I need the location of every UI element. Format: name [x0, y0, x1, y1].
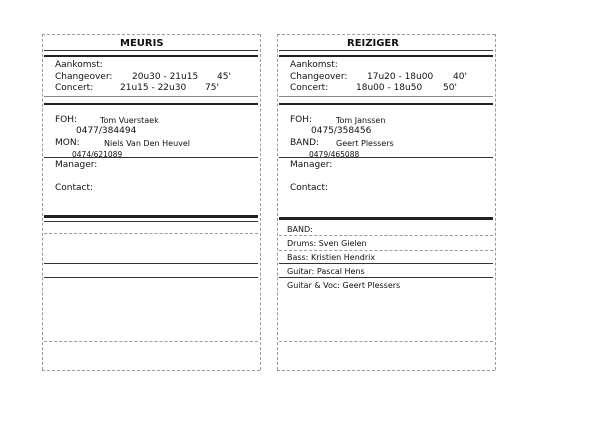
left-empty-row-4	[44, 341, 258, 342]
right-band-member: Bass: Kristien Hendrix	[287, 253, 376, 262]
right-band-title: REIZIGER	[347, 38, 399, 49]
left-double-rule-bottom	[44, 221, 258, 222]
right-band-row-rule-2	[279, 250, 493, 251]
left-concert-time: 21u15 - 22u30	[120, 83, 187, 93]
right-foh-label: FOH:	[290, 115, 313, 125]
left-changeover-duration: 45'	[217, 72, 231, 82]
left-timing-bottom-rule	[44, 96, 258, 97]
left-concert-duration: 75'	[205, 83, 219, 93]
right-band-member: Drums: Sven Gielen	[287, 239, 367, 248]
right-band-member: Guitar: Pascal Hens	[287, 267, 365, 276]
left-empty-row-2	[44, 263, 258, 264]
left-manager-label: Manager:	[55, 160, 98, 170]
right-concert-label: Concert:	[290, 83, 329, 93]
left-card-border-left	[42, 34, 43, 370]
right-foh-phone: 0475/358456	[311, 126, 372, 136]
right-changeover-label: Changeover:	[290, 72, 348, 82]
left-aankomst-label: Aankomst:	[55, 60, 103, 70]
right-band-member: Guitar & Voc: Geert Plessers	[287, 281, 401, 290]
left-card-border-top	[42, 34, 260, 35]
right-changeover-time: 17u20 - 18u00	[367, 72, 434, 82]
right-band-row-rule-1	[279, 235, 493, 236]
right-aankomst-label: Aankomst:	[290, 60, 338, 70]
left-foh-label: FOH:	[55, 115, 78, 125]
left-header-rule	[44, 55, 258, 57]
right-timing-rule	[279, 103, 493, 105]
right-band-row-rule-4	[279, 277, 493, 278]
right-card-border-left	[277, 34, 278, 370]
right-card-border-top	[277, 34, 495, 35]
left-card-border-bottom	[42, 370, 260, 371]
left-empty-row-3	[44, 277, 258, 278]
right-card-border-right	[495, 34, 496, 370]
right-band-contact-phone: 0479/465088	[309, 150, 360, 159]
left-contact-label: Contact:	[55, 183, 94, 193]
left-crew-rule	[44, 157, 258, 158]
right-manager-label: Manager:	[290, 160, 333, 170]
left-mon-phone: 0474/621089	[72, 150, 123, 159]
right-concert-time: 18u00 - 18u50	[356, 83, 423, 93]
right-foh-name: Tom Janssen	[336, 116, 386, 125]
right-contact-label: Contact:	[290, 183, 329, 193]
right-header-rule	[279, 55, 493, 57]
left-changeover-time: 20u30 - 21u15	[132, 72, 199, 82]
right-band-header: BAND:	[287, 225, 313, 234]
left-empty-row-1	[44, 233, 258, 234]
right-changeover-duration: 40'	[453, 72, 467, 82]
right-title-underline	[279, 50, 493, 51]
left-foh-phone: 0477/384494	[76, 126, 137, 136]
right-band-rule-top	[279, 217, 493, 220]
left-concert-label: Concert:	[55, 83, 94, 93]
right-empty-row	[279, 341, 493, 342]
left-card-border-right	[260, 34, 261, 370]
left-changeover-label: Changeover:	[55, 72, 113, 82]
right-crew-rule	[279, 157, 493, 158]
right-card-border-bottom	[277, 370, 495, 371]
left-double-rule-top	[44, 215, 258, 218]
left-mon-label: MON:	[55, 138, 80, 148]
left-timing-rule	[44, 103, 258, 105]
right-band-contact-name: Geert Plessers	[336, 139, 394, 148]
right-timing-bottom-rule	[279, 96, 493, 97]
left-mon-name: Niels Van Den Heuvel	[104, 139, 191, 148]
right-band-contact-label: BAND:	[290, 138, 320, 148]
left-band-title: MEURIS	[120, 38, 164, 49]
right-concert-duration: 50'	[443, 83, 457, 93]
left-foh-name: Tom Vuerstaek	[100, 116, 159, 125]
left-title-underline	[44, 50, 258, 51]
right-band-row-rule-3	[279, 263, 493, 264]
